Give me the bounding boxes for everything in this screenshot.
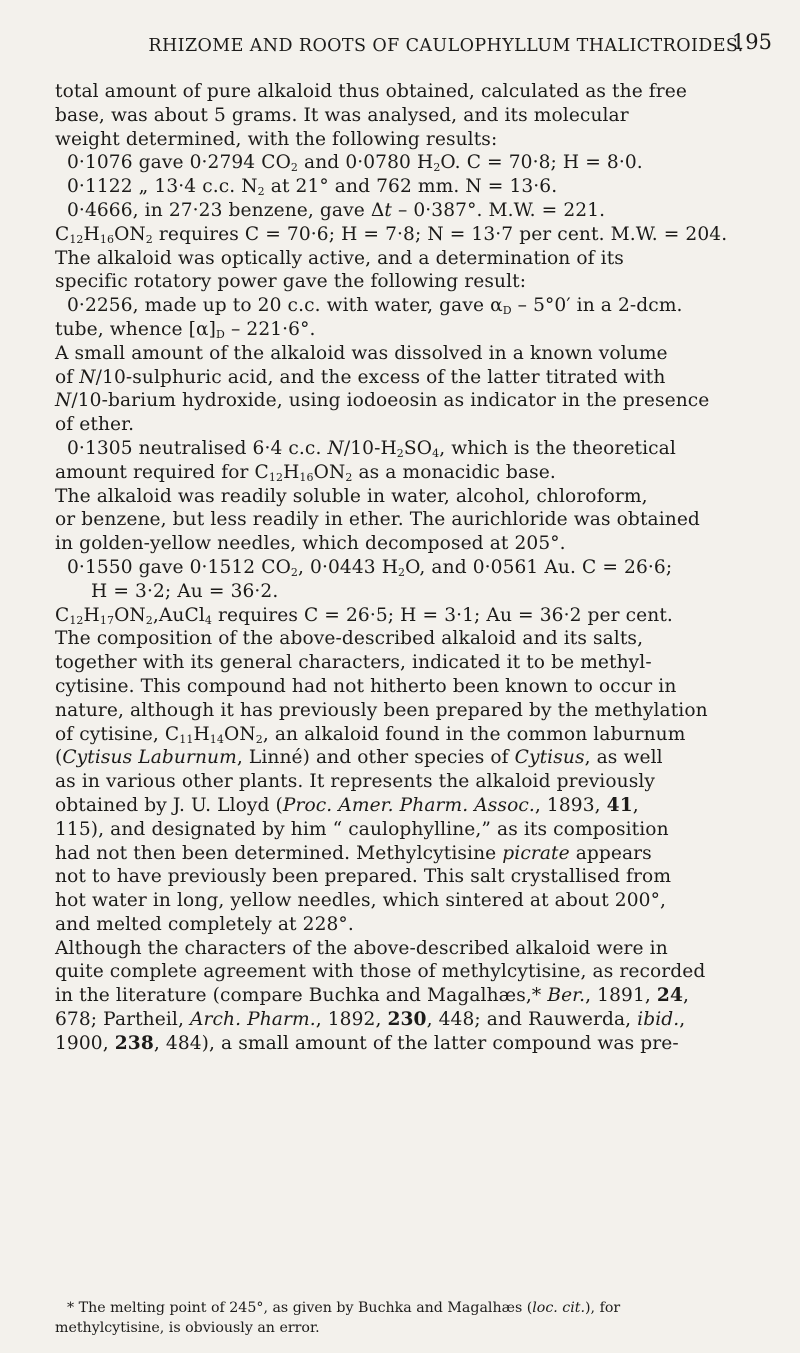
text-line: or benzene, but less readily in ether. The aurichloride was obtained (55, 509, 700, 531)
text-line: not to have previously been prepared. This salt crystallised from (55, 866, 672, 888)
analysis-line: 0·4666, in 27·23 benzene, gave Δt – 0·387°. M.W. = 221. (67, 199, 606, 221)
footnote (55, 1298, 775, 1338)
footnote-line: * The melting point of 245°, as given by Buchka and Magalhæs (loc. cit.), for (67, 1300, 621, 1316)
analysis-line: 0·1550 gave 0·1512 $CO_2$, 0·0443 $H_2O$, and 0·0561 Au. C = 26·6; (67, 556, 673, 579)
text-line: amount required for $C_{12}H_{16}ON_2$ as a monacidic base. (55, 461, 556, 484)
text-line: A small amount of the alkaloid was dissolved in a known volume (55, 342, 668, 364)
text-line: 678; Partheil, Arch. Pharm., 1892, 230, 448; and Rauwerda, ibid., (55, 1009, 686, 1031)
text-line: 1900, 238, 484), a small amount of the latter compound was pre- (55, 1032, 679, 1054)
text-line: The alkaloid was optically active, and a determination of its (55, 247, 624, 269)
formula-line: $C_{12}H_{16}ON_2$ requires C = 70·6; H = 7·8; N = 13·7 per cent. M.W. = 204. (55, 223, 728, 246)
formula-line: $C_{12}H_{17}ON_2,AuCl_4$ requires C = 26·5; H = 3·1; Au = 36·2 per cent. (55, 604, 673, 627)
analysis-line: 0·1076 gave 0·2794 $CO_2$ and 0·0780 $H_2O$. C = 70·8; H = 8·0. (67, 152, 643, 175)
analysis-line: 0·1305 neutralised 6·4 c.c. $N/10-H_2SO_4$, which is the theoretical (67, 437, 676, 460)
text-line: nature, although it has previously been prepared by the methylation (55, 699, 708, 721)
text-line: Although the characters of the above-described alkaloid were in (55, 937, 668, 959)
text-line: N/10-barium hydroxide, using iodoeosin as indicator in the presence (55, 390, 710, 412)
text-line: quite complete agreement with those of methylcytisine, as recorded (55, 961, 706, 983)
text-line: together with its general characters, indicated it to be methyl- (55, 652, 652, 674)
analysis-line: 0·1122 „ 13·4 c.c. $N_2$ at 21° and 762 mm. N = 13·6. (67, 176, 558, 199)
text-line: (Cytisus Laburnum, Linné) and other species of Cytisus, as well (55, 747, 663, 769)
text-line: and melted completely at 228°. (55, 913, 354, 935)
running-title: RHIZOME AND ROOTS OF CAULOPHYLLUM THALICTROIDES. (148, 36, 744, 56)
text-line: base, was about 5 grams. It was analysed, and its molecular (55, 104, 629, 126)
text-line: in the literature (compare Buchka and Magalhæs,* Ber., 1891, 24, (55, 985, 689, 1007)
text-line: in golden-yellow needles, which decomposed at 205°. (55, 533, 566, 555)
text-line: cytisine. This compound had not hitherto been known to occur in (55, 675, 677, 697)
running-header (120, 30, 772, 56)
text-line: specific rotatory power gave the following result: (55, 271, 527, 293)
text-line: tube, whence $[\alpha]_D - 221\cdot 6^\circ$. (55, 318, 316, 341)
analysis-line: H = 3·2; Au = 36·2. (91, 580, 279, 602)
analysis-line: 0·2256, made up to 20 c.c. with water, gave $\alpha_D - 5^\circ 0'$ in a 2-dcm. (67, 295, 683, 318)
text-line: obtained by J. U. Lloyd (Proc. Amer. Pharm. Assoc., 1893, 41, (55, 794, 639, 816)
text-line: had not then been determined. Methylcytisine picrate appears (55, 842, 652, 864)
page-number: 195 (731, 30, 772, 54)
text-line: hot water in long, yellow needles, which sintered at about 200°, (55, 890, 667, 912)
body-text (55, 80, 775, 1056)
text-line: of N/10-sulphuric acid, and the excess of the latter titrated with (55, 366, 666, 388)
text-line: The composition of the above-described alkaloid and its salts, (55, 628, 644, 650)
text-line: of ether. (55, 414, 135, 436)
text-line: of cytisine, $C_{11}H_{14}ON_2$, an alkaloid found in the common laburnum (55, 723, 686, 746)
text-line: total amount of pure alkaloid thus obtained, calculated as the free (55, 81, 687, 102)
text-line: weight determined, with the following results: (55, 128, 498, 150)
text-line: as in various other plants. It represents the alkaloid previously (55, 771, 656, 793)
text-line: The alkaloid was readily soluble in water, alcohol, chloroform, (55, 485, 648, 507)
footnote-line: methylcytisine, is obviously an error. (55, 1320, 320, 1336)
text-line: 115), and designated by him “ caulophylline,” as its composition (55, 818, 669, 840)
